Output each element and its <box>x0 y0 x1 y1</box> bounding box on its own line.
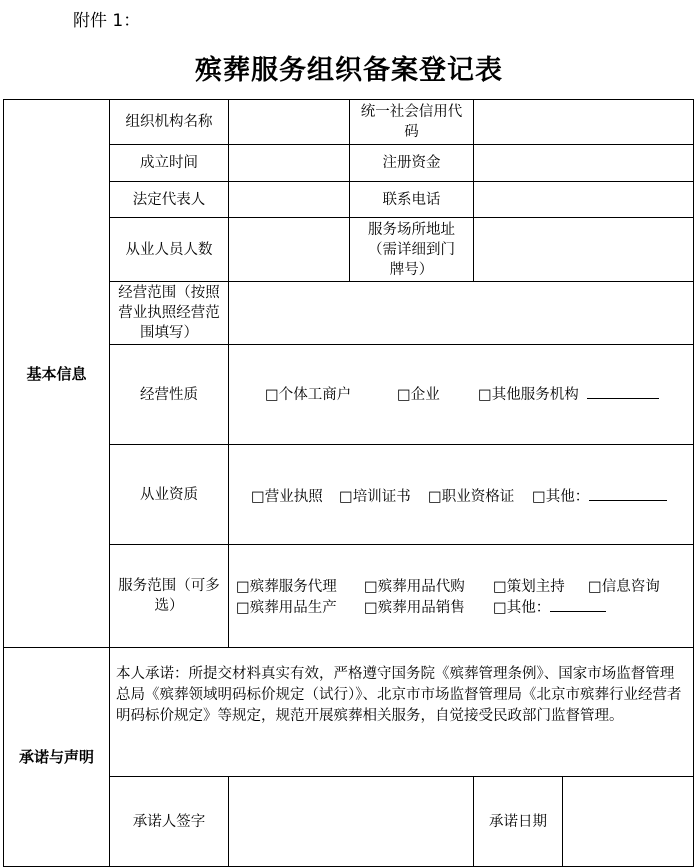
option-other-institution[interactable]: □其他服务机构 <box>478 383 659 404</box>
field-staff-count[interactable] <box>228 217 350 282</box>
field-legal-rep[interactable] <box>228 181 350 218</box>
field-address[interactable] <box>473 217 694 282</box>
option-supplies-sales[interactable]: □殡葬用品销售 <box>364 600 465 616</box>
option-vocational-cert[interactable]: □职业资格证 <box>428 489 515 505</box>
label-credit-code: 统一社会信用代码 <box>349 99 474 145</box>
section-basic-info: 基本信息 <box>3 99 110 648</box>
label-business-nature: 经营性质 <box>109 344 229 445</box>
qualification-options <box>228 444 694 545</box>
field-pledge-date[interactable] <box>562 776 694 867</box>
option-training-cert[interactable]: □培训证书 <box>339 489 411 505</box>
label-capital: 注册资金 <box>349 144 474 182</box>
label-service-scope: 服务范围（可多选） <box>109 544 229 648</box>
label-staff-count: 从业人员人数 <box>109 217 229 282</box>
option-business-license[interactable]: □营业执照 <box>251 489 323 505</box>
option-individual[interactable]: □个体工商户 <box>265 387 352 403</box>
label-business-scope: 经营范围（按照营业执照经营范围填写） <box>109 281 229 345</box>
option-info-consulting[interactable]: □信息咨询 <box>588 579 660 595</box>
field-business-scope[interactable] <box>228 281 694 345</box>
section-pledge: 承诺与声明 <box>3 647 110 867</box>
option-enterprise[interactable]: □企业 <box>397 387 440 403</box>
business-nature-options <box>228 344 694 445</box>
registration-form <box>3 99 694 859</box>
field-signature[interactable] <box>228 776 474 867</box>
label-org-name: 组织机构名称 <box>109 99 229 145</box>
attachment-label: 附件 1： <box>73 11 141 31</box>
label-qualification: 从业资质 <box>109 444 229 545</box>
label-address: 服务场所地址（需详细到门牌号） <box>349 217 474 282</box>
form-title: 殡葬服务组织备案登记表 <box>195 55 503 86</box>
option-supplies-production[interactable]: □殡葬用品生产 <box>236 600 337 616</box>
field-credit-code[interactable] <box>473 99 694 145</box>
label-phone: 联系电话 <box>349 181 474 218</box>
field-phone[interactable] <box>473 181 694 218</box>
pledge-text: 本人承诺：所提交材料真实有效，严格遵守国务院《殡葬管理条例》、国家市场监督管理总局《殡葬领域明码标价规定（试行）》、北京市市场监督管理局《北京市殡葬行业经营者明码标价规定》等规定，规范开展殡葬相关服务，自觉接受民政部门监督管理。 <box>109 647 694 777</box>
field-org-name[interactable] <box>228 99 350 145</box>
option-supplies-purchase[interactable]: □殡葬用品代购 <box>364 579 465 595</box>
option-service-other[interactable]: □其他： <box>493 596 606 617</box>
label-legal-rep: 法定代表人 <box>109 181 229 218</box>
option-qualification-other[interactable]: □其他： <box>532 485 667 506</box>
option-planning-hosting[interactable]: □策划主持 <box>493 579 565 595</box>
option-funeral-agency[interactable]: □殡葬服务代理 <box>236 579 337 595</box>
field-established[interactable] <box>228 144 350 182</box>
label-pledge-date: 承诺日期 <box>473 776 563 867</box>
service-scope-options <box>228 544 694 648</box>
label-signature: 承诺人签字 <box>109 776 229 867</box>
label-established: 成立时间 <box>109 144 229 182</box>
field-capital[interactable] <box>473 144 694 182</box>
